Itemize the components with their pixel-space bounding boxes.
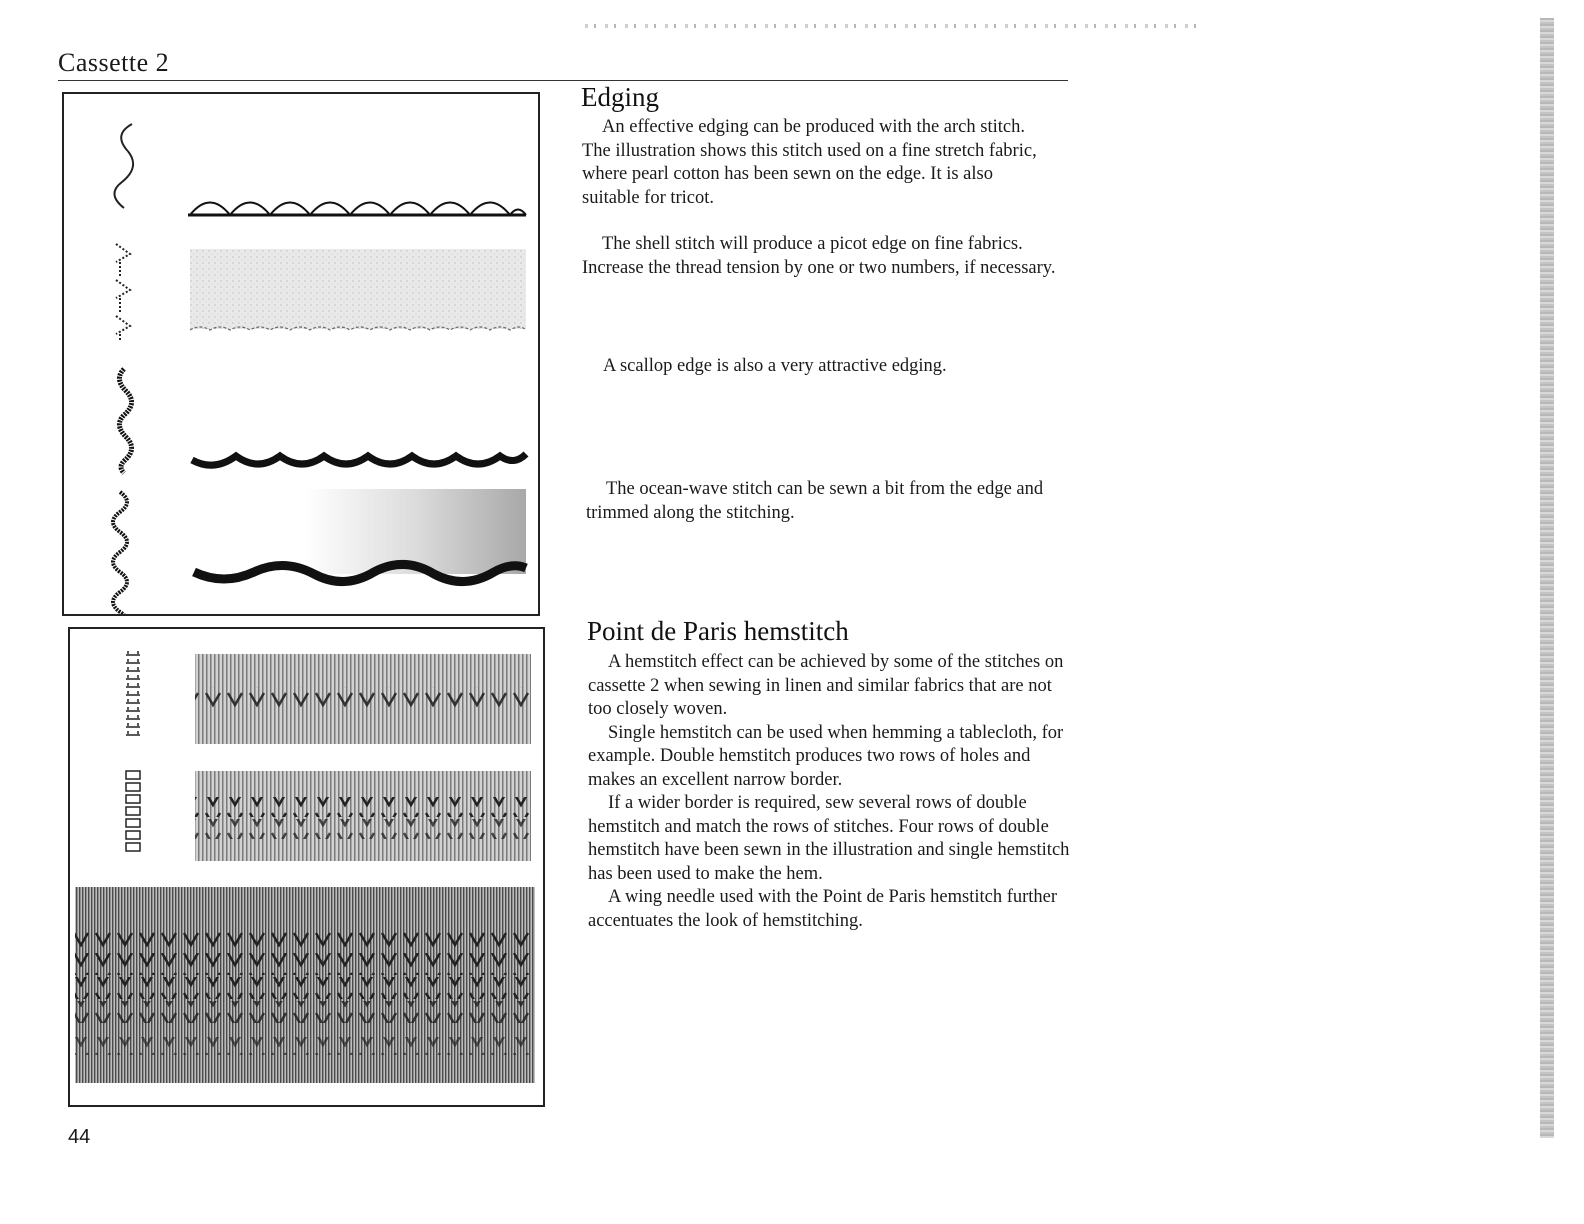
edging-paragraph-2-text: The shell stitch will produce a picot edge on fine fabrics. Increase the thread tension by one or two numbers, if necessary.: [582, 234, 1056, 278]
scallop-stitch-symbol: [119, 369, 131, 473]
edging-paragraph-4-text: The ocean-wave stitch can be sewn a bit from the edge and trimmed along the stitching.: [586, 479, 1044, 523]
hemstitch-illustration-art: [70, 629, 543, 1105]
hemstitch-paragraph-2: Single hemstitch can be used when hemming a tablecloth, for example. Double hemstitch produces two rows of holes and makes an excellent narrow border.: [588, 722, 1064, 790]
double-hemstitch-symbol: [126, 771, 140, 851]
edging-paragraph-1: [582, 116, 1052, 210]
hemstitch-paragraph-4: A wing needle used with the Point de Paris hemstitch further accentuates the look of hemstitching.: [588, 887, 1058, 931]
edging-paragraph-1-text: An effective edging can be produced with the arch stitch. The illustration shows this stitch used on a fine stretch fabric, where pearl cotton has been sewn on the edge. It is also suitable for tricot.: [582, 117, 1037, 208]
edging-illustration-art: [64, 94, 538, 614]
page-edge-shadow: [1540, 18, 1554, 1138]
edging-paragraph-4: [586, 478, 1070, 525]
edging-paragraph-2: [582, 233, 1058, 280]
scan-noise: [585, 24, 1200, 28]
page-number: 44: [68, 1126, 91, 1148]
arch-stitch-symbol: [114, 124, 133, 208]
hemstitch-paragraphs: [588, 651, 1076, 933]
edging-title: Edging: [581, 82, 659, 112]
shell-stitch-symbol: [116, 244, 130, 342]
header-rule: [58, 80, 1068, 81]
hemstitch-illustration: [68, 627, 545, 1107]
page-header-title: Cassette 2: [58, 48, 170, 77]
ocean-wave-fabric: [304, 489, 526, 574]
arch-stitch-sample: [188, 203, 526, 216]
ocean-wave-stitch-symbol: [113, 492, 127, 614]
edging-paragraph-3-text: A scallop edge is also a very attractive edging.: [603, 356, 947, 376]
hemstitch-paragraph-3: If a wider border is required, sew several rows of double hemstitch and match the rows of stitches. Four rows of double hemstitch have been sewn in the illustration and single hemstitch has been used to make the hem.: [588, 793, 1070, 884]
single-hemstitch-symbol: [126, 651, 140, 739]
scallop-stitch-sample: [192, 454, 526, 465]
edging-illustration: [62, 92, 540, 616]
hemstitch-paragraph-1: A hemstitch effect can be achieved by some of the stitches on cassette 2 when sewing in linen and similar fabrics that are not too closely woven.: [588, 652, 1064, 719]
edging-paragraph-3: [583, 355, 1053, 379]
hemstitch-title: Point de Paris hemstitch: [587, 616, 849, 646]
